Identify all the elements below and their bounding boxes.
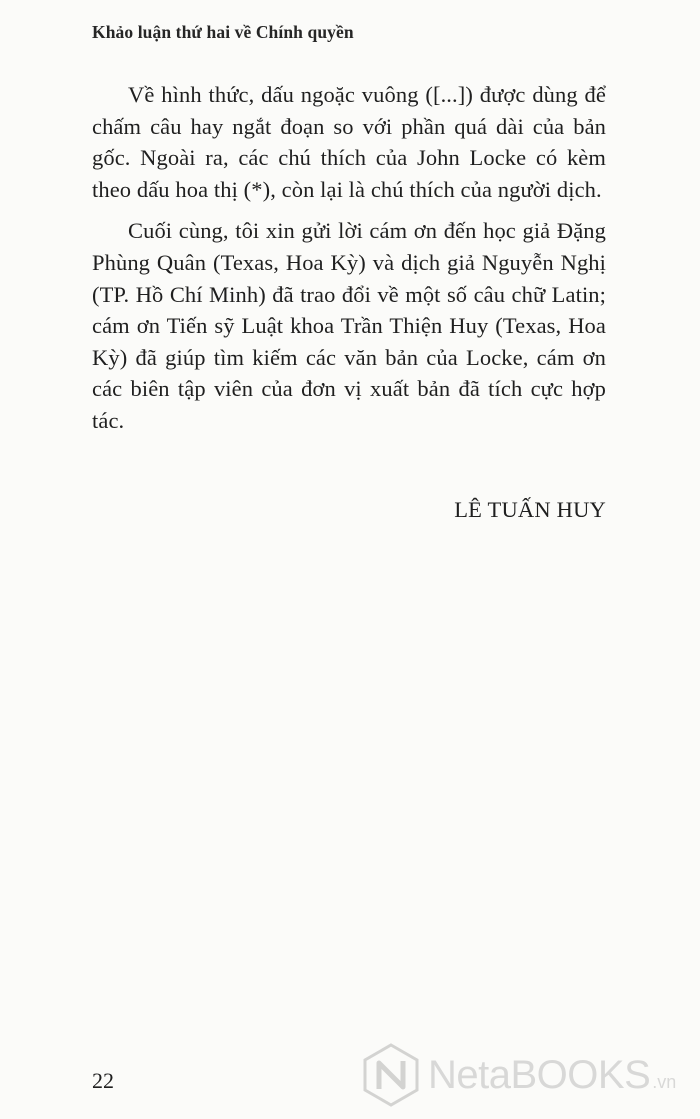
page-number: 22 xyxy=(92,1068,114,1093)
paragraph: Cuối cùng, tôi xin gửi lời cám ơn đến học giả Đặng Phùng Quân (Texas, Hoa Kỳ) và dịch giả Nguyễn Nghị (TP. Hồ Chí Minh) đã trao đổi về một số câu chữ Latin; cám ơn Tiến sỹ Luật khoa Trần Thiện Huy (Texas, Hoa Kỳ) đã giúp tìm kiếm các văn bản của Locke, cám ơn các biên tập viên của đơn vị xuất bản đã tích cực hợp tác. xyxy=(92,218,606,433)
body-text xyxy=(92,79,606,447)
translator-signature: LÊ TUẤN HUY xyxy=(454,497,606,522)
paragraph: Về hình thức, dấu ngoặc vuông ([...]) được dùng để chấm câu hay ngắt đoạn so với phần quá dài của bản gốc. Ngoài ra, các chú thích của John Locke có kèm theo dấu hoa thị (*), còn lại là chú thích của người dịch. xyxy=(92,82,606,202)
netabooks-logo-icon xyxy=(362,1043,420,1107)
running-head: Khảo luận thứ hai về Chính quyền xyxy=(92,22,354,42)
watermark-suffix: .vn xyxy=(652,1071,677,1092)
watermark-text: NetaBOOKS xyxy=(428,1052,651,1097)
watermark xyxy=(362,1040,676,1110)
